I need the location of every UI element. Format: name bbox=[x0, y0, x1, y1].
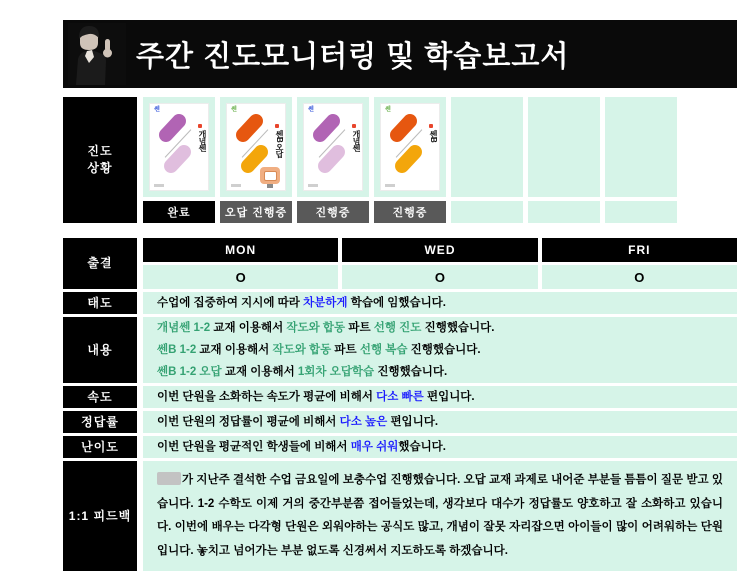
text-segment: 선행 진도 bbox=[373, 322, 422, 334]
report-title: 주간 진도모니터링 및 학습보고서 bbox=[136, 40, 570, 73]
feedback-content bbox=[143, 461, 737, 571]
text-segment: 다소 빠른 bbox=[376, 391, 424, 403]
text-segment: 진행했습니다. bbox=[421, 322, 495, 334]
text-segment: 이번 단원을 평균적인 학생들에 비해서 bbox=[157, 441, 351, 453]
text-segment: 했습니다. bbox=[398, 441, 446, 453]
publisher-logo-icon: 쎈 bbox=[231, 107, 237, 113]
accent-mark-icon bbox=[429, 124, 433, 128]
attendance-value: O bbox=[143, 265, 338, 289]
text-segment: 쎈B 1-2 bbox=[157, 344, 197, 356]
text-segment: 1회차 오답학습 bbox=[297, 366, 375, 378]
feedback-text-body: 가 지난주 결석한 수업 금요일에 보충수업 진행했습니다. 오답 교재 과제로 내어준 부분들 틈틈이 질문 받고 있습니다. 1-2 수학도 이제 거의 중간부분쯤 접어들었는데, 생각보다 대수가 정답률도 양호하고 잘 소화하고 있습니다. 이번에 배우는 다각형 단원은 외워야하는 공식도 많고, 개념이 잘못 자리잡으면 아이들이 많이 어려워하는 단원입니다. 놓치고 넘어가는 부분 없도록 신경써서 지도하도록 하겠습니다. bbox=[157, 474, 723, 557]
book-cover-cell bbox=[297, 97, 369, 197]
accent-mark-icon bbox=[275, 124, 279, 128]
row-text-line bbox=[157, 317, 727, 339]
book-cover-cell bbox=[143, 97, 215, 197]
empty-status-cell bbox=[605, 201, 677, 223]
text-segment: 개념쎈 1-2 bbox=[157, 322, 211, 334]
accent-mark-icon bbox=[352, 124, 356, 128]
text-segment: 차분하게 bbox=[303, 297, 348, 309]
attendance-label: 출결 bbox=[63, 238, 137, 289]
capsule-top-icon bbox=[233, 111, 266, 145]
row-label: 정답률 bbox=[63, 411, 137, 433]
book-cover bbox=[304, 104, 362, 190]
attendance-day-header: FRI bbox=[542, 238, 737, 262]
capsule-bottom-icon bbox=[315, 142, 348, 176]
publisher-mark bbox=[308, 184, 318, 187]
text-segment: 다소 높은 bbox=[339, 416, 388, 428]
publisher-logo-icon: 쎈 bbox=[385, 107, 391, 113]
row-난이도 bbox=[63, 436, 737, 458]
publisher-mark bbox=[231, 184, 241, 187]
publisher-logo-icon: 쎈 bbox=[308, 107, 314, 113]
book-cover-cell bbox=[220, 97, 292, 197]
evaluation-rows bbox=[63, 292, 737, 458]
text-segment: 선행 복습 bbox=[359, 344, 408, 356]
capsule-top-icon bbox=[387, 111, 420, 145]
status-badge: 오답 진행중 bbox=[220, 201, 292, 223]
row-content bbox=[143, 436, 737, 458]
row-text-line bbox=[157, 411, 727, 433]
empty-book-cell bbox=[528, 97, 600, 197]
book-title-vertical: 쎈B bbox=[429, 130, 438, 142]
row-정답률 bbox=[63, 411, 737, 433]
publisher-mark bbox=[385, 184, 395, 187]
attendance-day-header: WED bbox=[342, 238, 537, 262]
feedback-text bbox=[157, 469, 723, 563]
attendance-value: O bbox=[542, 265, 737, 289]
attendance-day-header: MON bbox=[143, 238, 338, 262]
book-cover bbox=[150, 104, 208, 190]
row-text-line bbox=[157, 361, 727, 383]
progress-grid bbox=[143, 97, 737, 223]
row-text-line bbox=[157, 339, 727, 361]
feedback-section bbox=[63, 461, 737, 571]
text-segment: 편입니다. bbox=[387, 416, 439, 428]
text-segment: 교재 이용해서 bbox=[221, 366, 298, 378]
empty-status-cell bbox=[451, 201, 523, 223]
row-text-line bbox=[157, 292, 727, 314]
text-segment: 이번 단원을 소화하는 속도가 평균에 비해서 bbox=[157, 391, 377, 403]
text-segment: 편입니다. bbox=[423, 391, 475, 403]
instructor-photo bbox=[68, 23, 126, 85]
progress-label-line2: 상황 bbox=[87, 161, 113, 175]
text-segment: 매우 쉬워 bbox=[350, 441, 399, 453]
report-content bbox=[63, 20, 737, 574]
row-label: 태도 bbox=[63, 292, 137, 314]
report-header bbox=[63, 20, 737, 88]
capsule-bottom-icon bbox=[392, 142, 425, 176]
book-cover-cell bbox=[374, 97, 446, 197]
row-내용 bbox=[63, 317, 737, 383]
publisher-mark bbox=[154, 184, 164, 187]
redacted-student-name bbox=[157, 472, 181, 485]
text-segment: 작도와 합동 bbox=[272, 344, 332, 356]
text-segment: 교재 이용해서 bbox=[196, 344, 273, 356]
text-segment: 진행했습니다. bbox=[374, 366, 448, 378]
stamp-inner bbox=[264, 171, 277, 181]
status-badge: 진행중 bbox=[297, 201, 369, 223]
text-segment: 진행했습니다. bbox=[407, 344, 481, 356]
attendance-section bbox=[63, 238, 737, 289]
capsule-top-icon bbox=[156, 111, 189, 145]
progress-section bbox=[63, 97, 737, 223]
text-segment: 이번 단원의 정답률이 평균에 비해서 bbox=[157, 416, 340, 428]
book-title-vertical: 쎈B 오답 bbox=[275, 130, 284, 157]
text-segment: 작도와 합동 bbox=[286, 322, 346, 334]
empty-status-cell bbox=[528, 201, 600, 223]
text-segment: 파트 bbox=[331, 344, 360, 356]
row-속도 bbox=[63, 386, 737, 408]
status-badge: 완료 bbox=[143, 201, 215, 223]
text-segment: 학습에 임했습니다. bbox=[347, 297, 446, 309]
status-badge: 진행중 bbox=[374, 201, 446, 223]
row-label: 속도 bbox=[63, 386, 137, 408]
row-content bbox=[143, 411, 737, 433]
row-text-line bbox=[157, 386, 727, 408]
row-content bbox=[143, 386, 737, 408]
row-태도 bbox=[63, 292, 737, 314]
capsule-top-icon bbox=[310, 111, 343, 145]
publisher-logo-icon: 쎈 bbox=[154, 107, 160, 113]
book-cover bbox=[227, 104, 285, 190]
feedback-label: 1:1 피드백 bbox=[63, 461, 137, 571]
row-label: 내용 bbox=[63, 317, 137, 383]
row-text-line bbox=[157, 436, 727, 458]
book-title-vertical: 개념쎈 bbox=[352, 130, 361, 151]
attendance-grid bbox=[143, 238, 737, 289]
text-segment: 수업에 집중하여 지시에 따라 bbox=[157, 297, 304, 309]
wrong-answer-stamp-icon bbox=[260, 167, 280, 184]
accent-mark-icon bbox=[198, 124, 202, 128]
row-content bbox=[143, 317, 737, 383]
row-content bbox=[143, 292, 737, 314]
text-segment: 쎈B 1-2 오답 bbox=[157, 366, 222, 378]
instructor-photo-image bbox=[68, 23, 126, 85]
text-segment: 파트 bbox=[345, 322, 374, 334]
text-segment: 교재 이용해서 bbox=[210, 322, 287, 334]
empty-book-cell bbox=[451, 97, 523, 197]
progress-label bbox=[63, 97, 137, 223]
row-label: 난이도 bbox=[63, 436, 137, 458]
empty-book-cell bbox=[605, 97, 677, 197]
progress-label-line1: 진도 bbox=[87, 144, 113, 158]
book-title-vertical: 개념쎈 bbox=[198, 130, 207, 151]
capsule-bottom-icon bbox=[161, 142, 194, 176]
book-cover bbox=[381, 104, 439, 190]
attendance-value: O bbox=[342, 265, 537, 289]
